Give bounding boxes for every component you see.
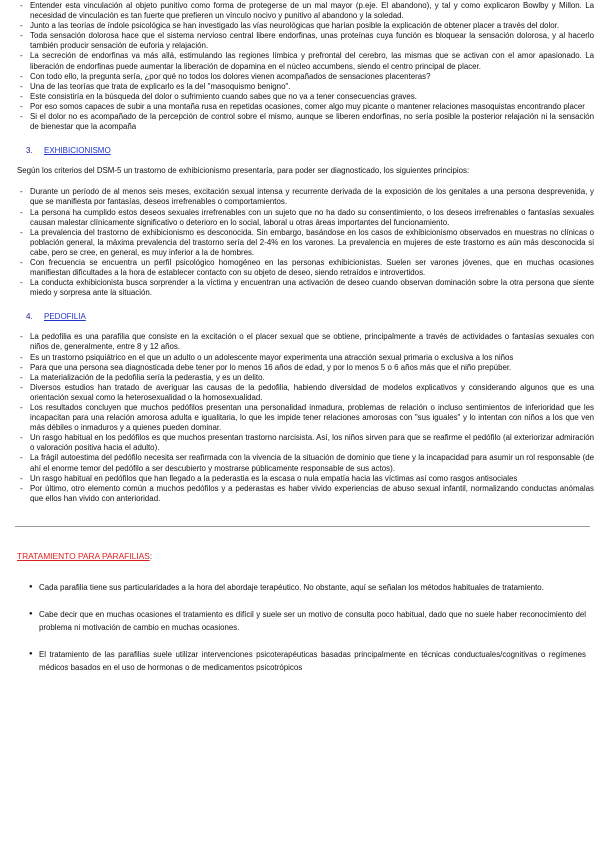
treatment-heading bbox=[17, 551, 600, 561]
list-item: - Por último, otro elemento común a muchos pedófilos y a pederastas es haber vivido experiencias de abuso sexual infantil, normalizando conductas anómalas que ellos han vivido con anterioridad. bbox=[0, 484, 600, 504]
section-divider bbox=[15, 526, 590, 527]
list-item: - Es un trastorno psiquiátrico en el que un adulto o un adolescente mayor experimenta una atracción sexual primaria o exclusiva a los niños bbox=[0, 353, 600, 363]
list-item: - La secreción de endorfinas va más allá, estimulando las regiones límbica y prefrontal del cerebro, las mismas que se activan con el amor apasionado. La liberación de endorfinas puede aumentar la liberación de dopamina en el núcleo accumbens, siendo el centro principal de placer. bbox=[0, 51, 600, 71]
treatment-title: TRATAMIENTO PARA PARAFILIAS bbox=[17, 550, 150, 561]
list-item: - Entender esta vinculación al objeto punitivo como forma de protegerse de un mal mayor (p.eje. El abandono), y tal y como explicaron Bowlby y Millon. La necesidad de vinculación es tan fuerte que prefieren un vínculo nocivo y punitivo al abandono y la soledad. bbox=[0, 1, 600, 21]
list-item: ● El tratamiento de las parafilias suele utilizar intervenciones psicoterapéuticas basadas principalmente en técnicas conductuales/cognitivas o regímenes médicos basados en el uso de hormonas o de medicamentos psicotrópicos bbox=[0, 648, 600, 674]
treatment-list bbox=[0, 581, 600, 674]
list-item: - Los resultados concluyen que muchos pedófilos presentan una personalidad inmadura, problemas de relación o incluso sentimientos de inferioridad que les incapacitan para una relación amorosa adulta e igualitaria, lo que les impide tener relaciones amorosas con "sus iguales" y lo intentan con niños a los que ven más débiles o inmaduros y a quienes pueden dominar. bbox=[0, 403, 600, 433]
list-item: - Una de las teorías que trata de explicarlo es la del "masoquismo benigno". bbox=[0, 82, 600, 92]
pedofilia-list bbox=[0, 332, 600, 504]
list-item: - Con frecuencia se encuentra un perfil psicológico homogéneo en las personas exhibicionistas. Suelen ser varones jóvenes, que en muchas ocasiones manifiestan dificultades a la hora de establecer contacto con su objeto de deseo, siendo retraídos e introvertidos. bbox=[0, 258, 600, 278]
list-item: - La frágil autoestima del pedófilo necesita ser reafirmada con la vivencia de la situación de dominio que tiene y la incapacidad para asumir un rol responsable (de ahí el enorme temor del pedófilo a ser descubierto y mostrarse públicamente responsable de sus actos). bbox=[0, 453, 600, 473]
list-item: - La pedofilia es una parafilia que consiste en la excitación o el placer sexual que se obtiene, principalmente a través de actividades o fantasías sexuales con niños de, generalmente, entre 8 y 12 años. bbox=[0, 332, 600, 352]
section-number: 4. bbox=[26, 312, 33, 322]
treatment-title-colon: : bbox=[149, 550, 153, 561]
section-intro-paragraph: Según los criterios del DSM-5 un trastorno de exhibicionismo presentaría, para poder ser diagnosticado, los siguientes principios: bbox=[17, 166, 470, 176]
list-item: ● Cada parafilia tiene sus particularidades a la hora del abordaje terapéutico. No obstante, aquí se señalan los métodos habituales de tratamiento. bbox=[0, 581, 600, 594]
list-item: - La materialización de la pedofilia sería la pederastia, y es un delito. bbox=[0, 373, 600, 383]
list-item: - La prevalencia del trastorno de exhibicionismo es desconocida. Sin embargo, basándose en los casos de exhibicionismo observados en muestras no clínicas o población general, la máxima prevalencia del trastorno sería del 2-4% en los varones. La prevalencia en mujeres de este trastorno es aún más desconocida si cabe, pero se cree, en general, es muy inferior a la de hombres. bbox=[0, 228, 600, 258]
list-item: - Con todo ello, la pregunta sería, ¿por qué no todos los dolores vienen acompañados de sensaciones placenteras? bbox=[0, 72, 600, 82]
list-item: - Un rasgo habitual en pedófilos que han llegado a la pederastia es la escasa o nula empatía hacia las víctimas así como rasgos antisociales bbox=[0, 474, 600, 484]
list-item: - La conducta exhibicionista busca sorprender a la víctima y encuentran una activación de deseo cuando observan dominación sobre la otra persona que siente miedo y sorpresa ante la situación. bbox=[0, 278, 600, 298]
list-item: - Un rasgo habitual en los pedófilos es que muchos presentan trastorno narcisista. Así, los niños sirven para que se reafirme el pedófilo (al exteriorizar admiración o valoración positiva hacia el adulto). bbox=[0, 433, 600, 453]
section-title-link[interactable]: PEDOFILIA bbox=[44, 312, 86, 322]
list-item: - Durante un período de al menos seis meses, excitación sexual intensa y recurrente derivada de la exposición de los genitales a una persona desprevenida, y que se manifiesta por fantasías, deseos irrefrenables o comportamientos. bbox=[0, 187, 600, 207]
list-item: - Para que una persona sea diagnosticada debe tener por lo menos 16 años de edad, y por lo menos 5 o 6 años más que el niño prepúber. bbox=[0, 363, 600, 373]
list-item: - La persona ha cumplido estos deseos sexuales irrefrenables con un sujeto que no ha dado su consentimiento, o los deseos irrefrenables o fantasías sexuales causan malestar clínicamente significativo o deterioro en lo social, laboral u otras áreas importantes del funcionamiento. bbox=[0, 208, 600, 228]
section-number: 3. bbox=[26, 146, 33, 156]
intro-list bbox=[0, 1, 600, 132]
section-title-link[interactable]: EXHIBICIONISMO bbox=[44, 146, 111, 156]
list-item: - Este consistiría en la búsqueda del dolor o sufrimiento cuando sabes que no va a tener consecuencias graves. bbox=[0, 92, 600, 102]
section-heading-exhibicionismo bbox=[26, 146, 600, 156]
list-item: - Junto a las teorías de índole psicológica se han investigado las vías neurológicas que harían posible la explicación de obtener placer a través del dolor. bbox=[0, 21, 600, 31]
list-item: - Toda sensación dolorosa hace que el sistema nervioso central libere endorfinas, unas proteínas cuya función es bloquear la sensación dolorosa, y al hacerlo también producir sensación de euforia y relajación. bbox=[0, 31, 600, 51]
exhibicionismo-list bbox=[0, 187, 600, 298]
list-item: - Si el dolor no es acompañado de la percepción de control sobre el mismo, aunque se liberen endorfinas, no sería posible la posterior relajación ni la sensación de bienestar que la acompaña bbox=[0, 112, 600, 132]
list-item: - Por eso somos capaces de subir a una montaña rusa en repetidas ocasiones, comer algo muy picante o mantener relaciones masoquistas encontrando placer bbox=[0, 102, 600, 112]
list-item: - Diversos estudios han tratado de averiguar las causas de la pedofilia, habiendo diversidad de modelos explicativos y considerando algunos que es una orientación sexual como la heterosexualidad o la homosexualidad. bbox=[0, 383, 600, 403]
section-heading-pedofilia bbox=[26, 312, 600, 322]
list-item: ● Cabe decir que en muchas ocasiones el tratamiento es difícil y suele ser un motivo de consulta poco habitual, dado que no suele haber reconocimiento del problema ni motivación de cambio en muchas ocasiones. bbox=[0, 608, 600, 634]
